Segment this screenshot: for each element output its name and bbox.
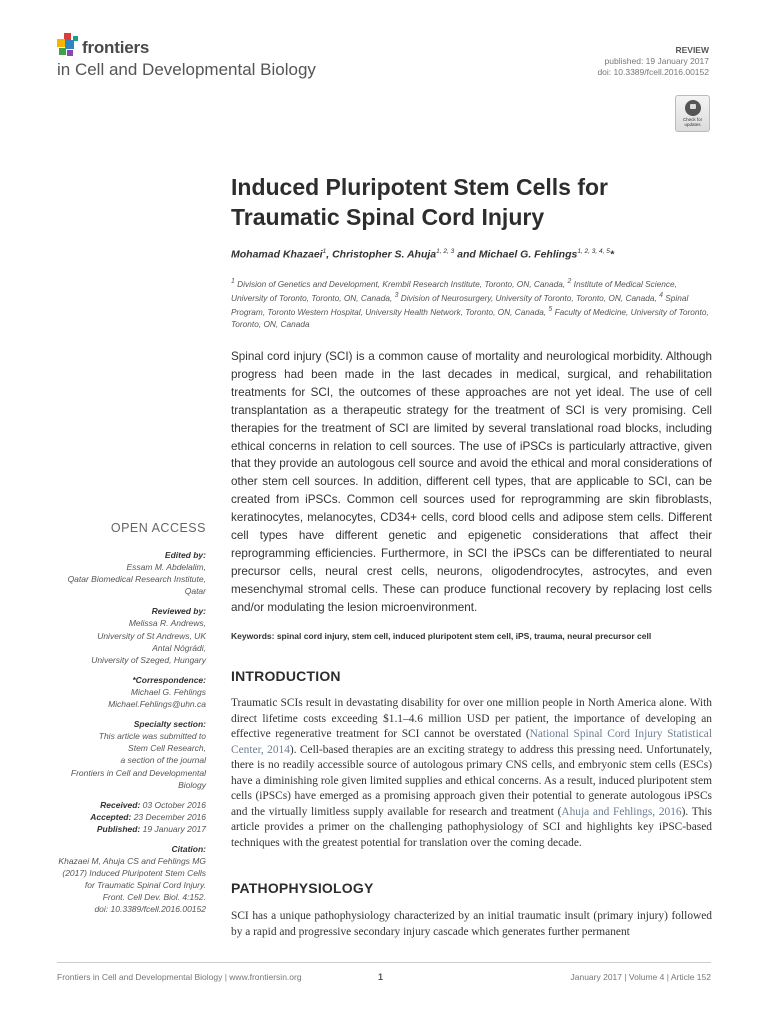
keywords: Keywords: spinal cord injury, stem cell, induced pluripotent stem cell, iPS, trauma, neural precursor cell	[231, 631, 652, 641]
date-value: 03 October 2016	[142, 799, 206, 810]
date-label: Received:	[100, 799, 141, 810]
frontiers-logo-icon	[57, 33, 79, 59]
sidebar-line: University of St Andrews, UK	[97, 630, 206, 641]
author-affiliation-mark: 1, 2, 3	[436, 248, 455, 255]
affiliations	[231, 276, 713, 330]
author-affiliation-mark: 1	[322, 248, 327, 255]
affiliation-text: Spinal Program, Toronto Western Hospital, University Health Network, Toronto, ON, Canada,	[231, 292, 689, 317]
footer-journal: Frontiers in Cell and Developmental Biology | www.frontiersin.org	[57, 972, 302, 982]
author-separator: *	[609, 248, 614, 261]
date-value: 23 December 2016	[133, 811, 206, 822]
pathophysiology-paragraph: SCI has a unique pathophysiology characterized by an initial traumatic insult (primary injury) followed by a rapid and progressive secondary injury cascade which generates further permanent	[231, 910, 712, 938]
sidebar-heading: Reviewed by:	[151, 606, 206, 617]
sidebar-heading: Specialty section:	[133, 719, 206, 730]
affiliation-number: 4	[659, 292, 663, 300]
affiliation-number: 2	[567, 278, 572, 285]
affiliation-text: Institute of Medical Science, University of Toronto, Toronto, ON, Canada,	[231, 278, 677, 303]
author-separator: and	[454, 248, 479, 261]
date-label: Accepted:	[90, 811, 132, 822]
published-date: published: 19 January 2017	[604, 56, 709, 66]
footer-divider	[57, 962, 711, 963]
affiliation-text: Division of Genetics and Development, Krembil Research Institute, Toronto, ON, Canada,	[234, 278, 568, 289]
reference-link[interactable]: National Spinal Cord Injury Statistical Center, 2014	[231, 728, 713, 756]
sidebar-line: Qatar	[184, 586, 206, 597]
affiliation-text: Faculty of Medicine, University of Toronto, Toronto, ON, Canada	[231, 306, 709, 330]
footer-issue: January 2017 | Volume 4 | Article 152	[570, 972, 711, 982]
body-text: ). This article provides a primer on the challenging pathophysiology of SCI and highlights key iPSC-based techniques with the greatest potential for translation over the coming decade.	[231, 805, 712, 849]
brand-name: frontiers	[82, 38, 150, 57]
journal-name: in Cell and Developmental Biology	[57, 60, 316, 79]
citation-heading: Citation:	[171, 843, 206, 854]
sidebar-line: Biology	[178, 779, 206, 790]
author-name[interactable]: Michael G. Fehlings	[478, 248, 578, 261]
check-label: Check for	[682, 117, 703, 122]
page-number: 1	[378, 972, 384, 982]
body-text: ). Cell-based therapies are an exciting strategy to address this pressing need. Unfortunately, there is no readily accessible source of autologous primary CNS cells, and embryonic stem cells (ESCs) have a diminishing role given limited supplies and ethical concerns. As a result, induced pluripotent stem cells (iPSCs) have emerged as a promising approach given their potential to generate autologous iPSCs and the virtually limitless supply available for research and treatment (	[231, 743, 712, 818]
check-for-updates-button[interactable]	[675, 95, 710, 132]
affiliation-number: 3	[394, 292, 399, 300]
section-heading-pathophysiology: PATHOPHYSIOLOGY	[231, 880, 374, 896]
citation-line: Khazaei M, Ahuja CS and Fehlings MG	[58, 856, 206, 867]
bookmark-icon	[685, 100, 701, 116]
correspondence-email[interactable]: Michael.Fehlings@uhn.ca	[108, 699, 206, 710]
sidebar-line: Essam M. Abdelalim,	[126, 562, 206, 573]
date-row	[30, 823, 206, 835]
article-info-sidebar	[30, 549, 206, 916]
affiliation-text: Division of Neurosurgery, University of Toronto, Toronto, ON, Canada,	[398, 292, 660, 303]
date-row	[30, 811, 206, 823]
sidebar-line: a section of the journal	[120, 755, 206, 766]
date-label: Published:	[96, 823, 141, 834]
sidebar-line: Antal Nógrádi,	[152, 642, 206, 653]
author-name[interactable]: Christopher S. Ahuja	[332, 248, 437, 261]
sidebar-line: Frontiers in Cell and Developmental	[70, 767, 206, 778]
author-affiliation-mark: 1, 2, 3, 4, 5	[577, 248, 610, 255]
article-title: Induced Pluripotent Stem Cells for Traumatic Spinal Cord Injury	[231, 174, 608, 230]
check-label-updates: updates	[684, 122, 701, 127]
section-heading-introduction: INTRODUCTION	[231, 668, 341, 684]
reference-link[interactable]: Ahuja and Fehlings, 2016	[561, 805, 682, 818]
date-row	[30, 799, 206, 811]
body-text: Traumatic SCIs result in devastating disability for over one million people in North America alone. With direct lifetime costs exceeding $1.1–4.6 million USD per patient, the importance of developing an effective regenerative treatment for SCI cannot be overstated (	[231, 697, 712, 740]
introduction-paragraph	[231, 696, 712, 851]
doi-link[interactable]: doi: 10.3389/fcell.2016.00152	[597, 67, 709, 77]
sidebar-heading: Edited by:	[164, 550, 206, 560]
sidebar-line: Stem Cell Research,	[128, 743, 206, 754]
citation-line: (2017) Induced Pluripotent Stem Cells	[62, 868, 206, 879]
affiliation-number: 5	[548, 306, 553, 314]
sidebar-line: This article was submitted to	[98, 731, 206, 742]
sidebar-line: Qatar Biomedical Research Institute,	[67, 574, 206, 585]
sidebar-heading: *Correspondence:	[132, 674, 206, 685]
citation-line: for Traumatic Spinal Cord Injury.	[84, 880, 206, 891]
author-name[interactable]: Mohamad Khazaei	[231, 248, 323, 261]
author-list	[231, 248, 711, 261]
sidebar-line: Melissa R. Andrews,	[128, 618, 206, 629]
author-separator: ,	[326, 248, 333, 261]
citation-line: doi: 10.3389/fcell.2016.00152	[94, 904, 206, 915]
date-value: 19 January 2017	[142, 823, 206, 834]
sidebar-line: Michael G. Fehlings	[130, 686, 206, 697]
article-type: REVIEW	[675, 45, 709, 55]
sidebar-line: University of Szeged, Hungary	[91, 654, 206, 665]
citation-line: Front. Cell Dev. Biol. 4:152.	[102, 892, 206, 903]
open-access-label: OPEN ACCESS	[110, 521, 206, 535]
abstract: Spinal cord injury (SCI) is a common cause of mortality and neurological morbidity. Although progress had been made in the last decades in medical, surgical, and rehabilitation treatments for SCI, the outcomes of these approaches are not yet ideal. The use of cell transplantation as a therapeutic strategy for the treatment of SCI is very promising. Cell therapies for the treatment of SCI are limited by several translational road blocks, including ethical concerns in relation to cell sources. The use of iPSCs is particularly attractive, given that they provide an autologous cell source and avoid the ethical and moral considerations of other stem cell sources. In addition, different cell types, that are applicable to SCI, can be created from iPSCs. Common cell sources used for reprogramming are skin fibroblasts, keratinocytes, melanocytes, CD34+ cells, cord blood cells and adipose stem cells. Different cell types have different genetic and epigenetic considerations that affect their reprogramming efficiencies. Furthermore, in SCI the iPSCs can be differentiated to neural precursor cells, neural crest cells, neurons, oligodendrocytes, astrocytes, and even mesenchymal stromal cells. These can produce functional recovery by replacing lost cells and/or modulating the lesion microenvironment.	[231, 350, 712, 614]
affiliation-number: 1	[231, 278, 235, 285]
